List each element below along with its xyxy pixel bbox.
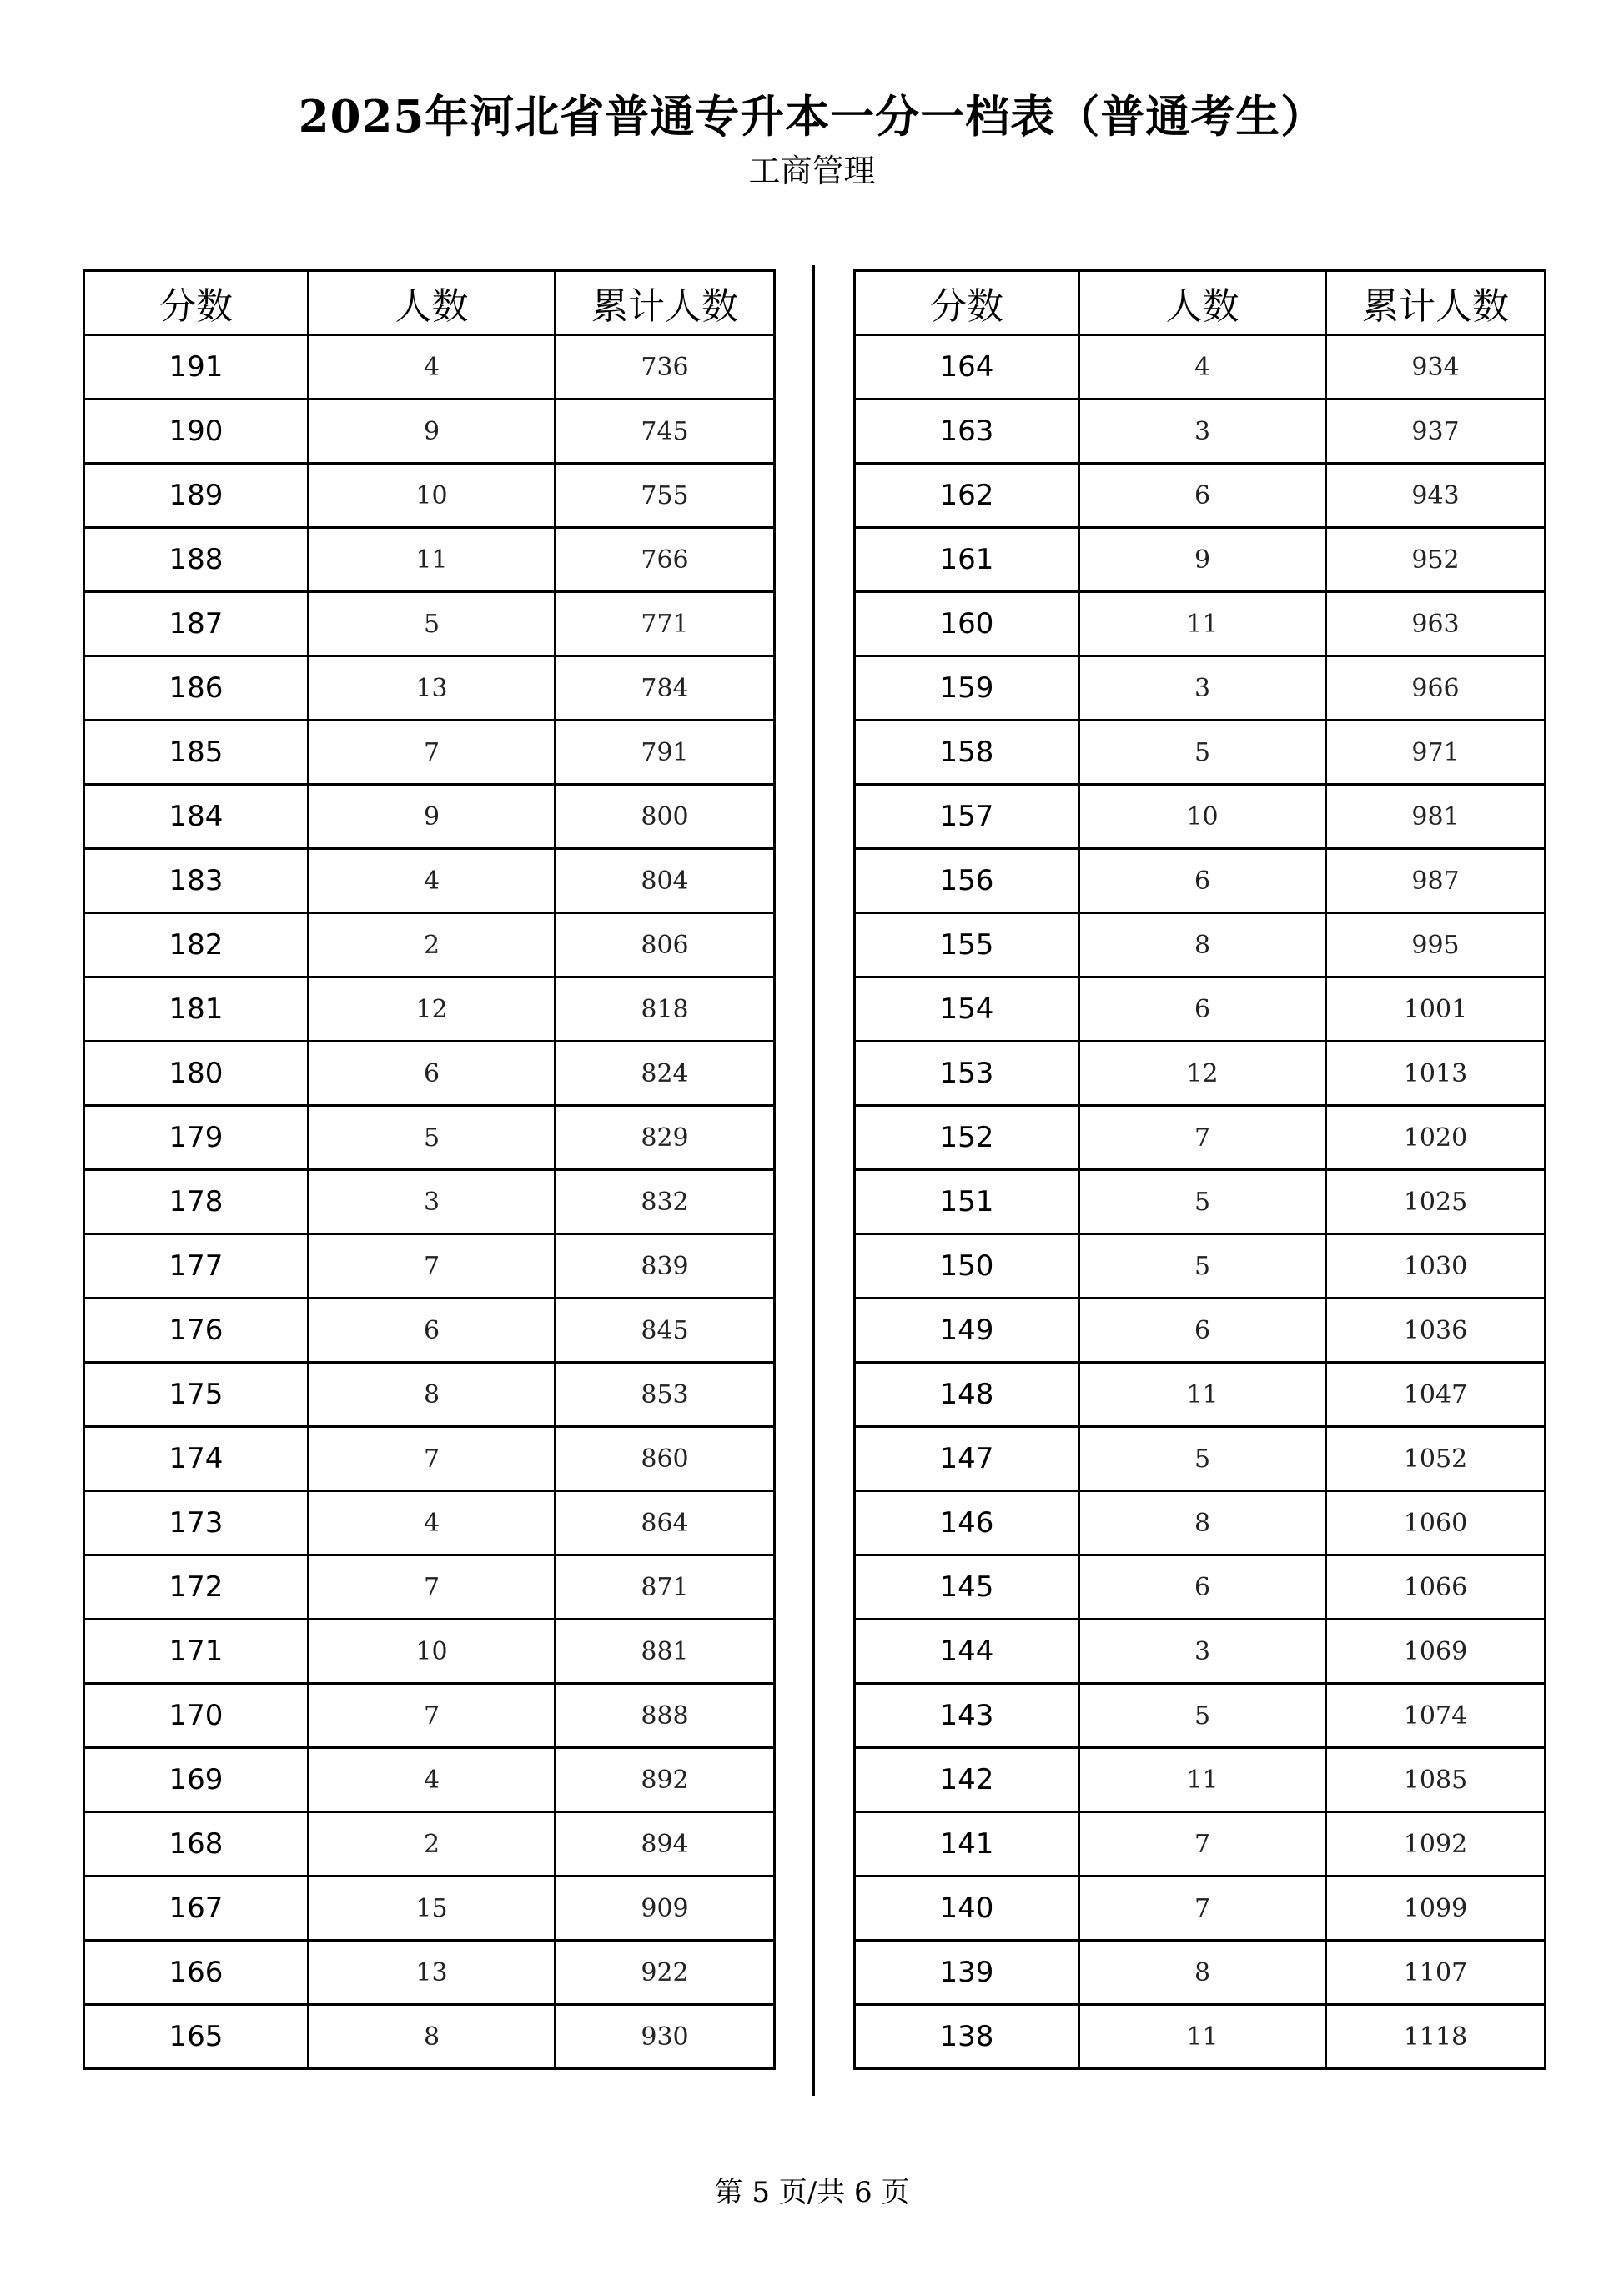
- table-row: [84, 2005, 775, 2069]
- table-row: [855, 464, 1546, 528]
- page-title: 2025年河北省普通专升本一分一档表（普通考生）: [298, 91, 1326, 143]
- cumulative-cell: 845: [556, 1299, 775, 1363]
- header-score: 分数: [84, 271, 309, 335]
- cumulative-cell: 963: [1326, 592, 1546, 656]
- cumulative-cell: 894: [556, 1812, 775, 1876]
- cumulative-cell: 800: [556, 785, 775, 849]
- cumulative-cell: 922: [556, 1941, 775, 2005]
- count-cell: 9: [309, 785, 556, 849]
- score-cell: 184: [84, 785, 309, 849]
- cumulative-cell: 1020: [1326, 1106, 1546, 1170]
- cumulative-cell: 766: [556, 528, 775, 592]
- count-cell: 8: [309, 1363, 556, 1427]
- header-cumulative: 累计人数: [556, 271, 775, 335]
- cumulative-cell: 829: [556, 1106, 775, 1170]
- cumulative-cell: 1036: [1326, 1299, 1546, 1363]
- score-cell: 185: [84, 721, 309, 785]
- table-header-row: [855, 271, 1546, 335]
- count-cell: 6: [1079, 1299, 1326, 1363]
- score-cell: 157: [855, 785, 1079, 849]
- cumulative-cell: 909: [556, 1876, 775, 1941]
- table-row: [84, 1234, 775, 1299]
- score-cell: 138: [855, 2005, 1079, 2069]
- score-cell: 164: [855, 335, 1079, 399]
- count-cell: 6: [1079, 849, 1326, 913]
- count-cell: 12: [309, 977, 556, 1042]
- count-cell: 7: [1079, 1812, 1326, 1876]
- score-cell: 155: [855, 913, 1079, 977]
- score-cell: 167: [84, 1876, 309, 1941]
- cumulative-cell: 806: [556, 913, 775, 977]
- count-cell: 6: [309, 1042, 556, 1106]
- table-row: [855, 1684, 1546, 1748]
- table-row: [855, 1491, 1546, 1555]
- cumulative-cell: 871: [556, 1555, 775, 1620]
- count-cell: 11: [1079, 2005, 1326, 2069]
- cumulative-cell: 952: [1326, 528, 1546, 592]
- count-cell: 7: [309, 1234, 556, 1299]
- cumulative-cell: 971: [1326, 721, 1546, 785]
- score-cell: 176: [84, 1299, 309, 1363]
- cumulative-cell: 1099: [1326, 1876, 1546, 1941]
- table-row: [855, 1555, 1546, 1620]
- cumulative-cell: 755: [556, 464, 775, 528]
- count-cell: 5: [309, 592, 556, 656]
- table-row: [84, 1748, 775, 1812]
- cumulative-cell: 1085: [1326, 1748, 1546, 1812]
- score-cell: 183: [84, 849, 309, 913]
- table-row: [84, 1299, 775, 1363]
- score-cell: 177: [84, 1234, 309, 1299]
- count-cell: 8: [1079, 1491, 1326, 1555]
- count-cell: 13: [309, 656, 556, 721]
- cumulative-cell: 981: [1326, 785, 1546, 849]
- count-cell: 4: [309, 335, 556, 399]
- count-cell: 15: [309, 1876, 556, 1941]
- table-row: [84, 1812, 775, 1876]
- table-row: [84, 1106, 775, 1170]
- cumulative-cell: 832: [556, 1170, 775, 1234]
- count-cell: 13: [309, 1941, 556, 2005]
- score-cell: 178: [84, 1170, 309, 1234]
- header-count: 人数: [309, 271, 556, 335]
- score-cell: 145: [855, 1555, 1079, 1620]
- cumulative-cell: 881: [556, 1620, 775, 1684]
- count-cell: 6: [1079, 1555, 1326, 1620]
- cumulative-cell: 966: [1326, 656, 1546, 721]
- table-row: [84, 1941, 775, 2005]
- table-header-row: [84, 271, 775, 335]
- count-cell: 5: [309, 1106, 556, 1170]
- table-row: [855, 1106, 1546, 1170]
- table-row: [84, 1876, 775, 1941]
- table-row: [855, 1748, 1546, 1812]
- score-cell: 142: [855, 1748, 1079, 1812]
- score-cell: 147: [855, 1427, 1079, 1491]
- count-cell: 11: [1079, 1748, 1326, 1812]
- table-row: [855, 592, 1546, 656]
- score-cell: 151: [855, 1170, 1079, 1234]
- score-cell: 152: [855, 1106, 1079, 1170]
- cumulative-cell: 943: [1326, 464, 1546, 528]
- table-row: [855, 1299, 1546, 1363]
- cumulative-cell: 930: [556, 2005, 775, 2069]
- header-cumulative: 累计人数: [1326, 271, 1546, 335]
- score-cell: 190: [84, 399, 309, 464]
- table-row: [84, 1684, 775, 1748]
- table-row: [84, 1620, 775, 1684]
- score-cell: 162: [855, 464, 1079, 528]
- count-cell: 7: [309, 1555, 556, 1620]
- score-cell: 148: [855, 1363, 1079, 1427]
- score-cell: 182: [84, 913, 309, 977]
- cumulative-cell: 1060: [1326, 1491, 1546, 1555]
- table-row: [855, 1427, 1546, 1491]
- cumulative-cell: 1025: [1326, 1170, 1546, 1234]
- count-cell: 4: [309, 849, 556, 913]
- cumulative-cell: 1047: [1326, 1363, 1546, 1427]
- table-row: [84, 1427, 775, 1491]
- cumulative-cell: 937: [1326, 399, 1546, 464]
- cumulative-cell: 987: [1326, 849, 1546, 913]
- table-row: [855, 785, 1546, 849]
- page-footer: 第 5 页/共 6 页: [714, 2176, 910, 2209]
- cumulative-cell: 745: [556, 399, 775, 464]
- score-cell: 169: [84, 1748, 309, 1812]
- score-cell: 160: [855, 592, 1079, 656]
- cumulative-cell: 771: [556, 592, 775, 656]
- count-cell: 10: [309, 1620, 556, 1684]
- table-row: [855, 1170, 1546, 1234]
- header-score: 分数: [855, 271, 1079, 335]
- count-cell: 3: [1079, 399, 1326, 464]
- cumulative-cell: 1069: [1326, 1620, 1546, 1684]
- score-cell: 154: [855, 977, 1079, 1042]
- score-cell: 144: [855, 1620, 1079, 1684]
- table-row: [84, 913, 775, 977]
- count-cell: 7: [1079, 1106, 1326, 1170]
- count-cell: 6: [1079, 977, 1326, 1042]
- score-cell: 181: [84, 977, 309, 1042]
- count-cell: 8: [1079, 913, 1326, 977]
- score-cell: 150: [855, 1234, 1079, 1299]
- score-cell: 159: [855, 656, 1079, 721]
- count-cell: 3: [1079, 1620, 1326, 1684]
- table-body-left: [84, 335, 775, 2069]
- table-row: [84, 785, 775, 849]
- column-divider: [812, 265, 815, 2096]
- cumulative-cell: 1118: [1326, 2005, 1546, 2069]
- table-row: [84, 592, 775, 656]
- count-cell: 9: [1079, 528, 1326, 592]
- cumulative-cell: 1013: [1326, 1042, 1546, 1106]
- table-row: [855, 1876, 1546, 1941]
- cumulative-cell: 736: [556, 335, 775, 399]
- table-row: [855, 977, 1546, 1042]
- score-cell: 174: [84, 1427, 309, 1491]
- score-cell: 146: [855, 1491, 1079, 1555]
- score-cell: 139: [855, 1941, 1079, 2005]
- count-cell: 7: [309, 721, 556, 785]
- score-cell: 171: [84, 1620, 309, 1684]
- count-cell: 9: [309, 399, 556, 464]
- count-cell: 4: [309, 1491, 556, 1555]
- count-cell: 5: [1079, 1684, 1326, 1748]
- table-row: [84, 656, 775, 721]
- score-cell: 158: [855, 721, 1079, 785]
- table-row: [84, 1555, 775, 1620]
- table-body-right: [855, 335, 1546, 2069]
- page-subtitle: 工商管理: [748, 153, 876, 189]
- count-cell: 8: [309, 2005, 556, 2069]
- cumulative-cell: 804: [556, 849, 775, 913]
- table-row: [855, 335, 1546, 399]
- score-cell: 141: [855, 1812, 1079, 1876]
- score-cell: 179: [84, 1106, 309, 1170]
- table-row: [84, 849, 775, 913]
- score-cell: 188: [84, 528, 309, 592]
- table-row: [855, 1620, 1546, 1684]
- score-cell: 153: [855, 1042, 1079, 1106]
- cumulative-cell: 1107: [1326, 1941, 1546, 2005]
- table-row: [855, 1363, 1546, 1427]
- cumulative-cell: 1030: [1326, 1234, 1546, 1299]
- score-cell: 170: [84, 1684, 309, 1748]
- score-cell: 172: [84, 1555, 309, 1620]
- table-row: [855, 913, 1546, 977]
- table-row: [855, 528, 1546, 592]
- table-row: [855, 1234, 1546, 1299]
- cumulative-cell: 784: [556, 656, 775, 721]
- count-cell: 7: [1079, 1876, 1326, 1941]
- cumulative-cell: 1052: [1326, 1427, 1546, 1491]
- cumulative-cell: 853: [556, 1363, 775, 1427]
- score-cell: 191: [84, 335, 309, 399]
- count-cell: 3: [1079, 656, 1326, 721]
- table-row: [855, 1941, 1546, 2005]
- score-table-right: [853, 269, 1546, 2070]
- score-table-left: [83, 269, 776, 2070]
- count-cell: 11: [1079, 592, 1326, 656]
- table-row: [84, 528, 775, 592]
- cumulative-cell: 864: [556, 1491, 775, 1555]
- cumulative-cell: 791: [556, 721, 775, 785]
- table-row: [855, 399, 1546, 464]
- count-cell: 11: [309, 528, 556, 592]
- count-cell: 8: [1079, 1941, 1326, 2005]
- header-count: 人数: [1079, 271, 1326, 335]
- table-row: [855, 721, 1546, 785]
- table-row: [84, 721, 775, 785]
- count-cell: 5: [1079, 1170, 1326, 1234]
- cumulative-cell: 1074: [1326, 1684, 1546, 1748]
- count-cell: 2: [309, 1812, 556, 1876]
- count-cell: 7: [309, 1427, 556, 1491]
- count-cell: 2: [309, 913, 556, 977]
- count-cell: 10: [1079, 785, 1326, 849]
- count-cell: 5: [1079, 1427, 1326, 1491]
- count-cell: 7: [309, 1684, 556, 1748]
- score-cell: 175: [84, 1363, 309, 1427]
- cumulative-cell: 1066: [1326, 1555, 1546, 1620]
- table-row: [855, 849, 1546, 913]
- score-cell: 161: [855, 528, 1079, 592]
- count-cell: 12: [1079, 1042, 1326, 1106]
- table-row: [855, 2005, 1546, 2069]
- count-cell: 3: [309, 1170, 556, 1234]
- cumulative-cell: 818: [556, 977, 775, 1042]
- score-cell: 163: [855, 399, 1079, 464]
- score-cell: 166: [84, 1941, 309, 2005]
- score-cell: 149: [855, 1299, 1079, 1363]
- table-row: [855, 1812, 1546, 1876]
- count-cell: 4: [1079, 335, 1326, 399]
- table-row: [84, 977, 775, 1042]
- cumulative-cell: 860: [556, 1427, 775, 1491]
- table-row: [84, 464, 775, 528]
- count-cell: 6: [1079, 464, 1326, 528]
- table-row: [84, 399, 775, 464]
- cumulative-cell: 824: [556, 1042, 775, 1106]
- table-row: [84, 1363, 775, 1427]
- table-row: [84, 1491, 775, 1555]
- score-cell: 165: [84, 2005, 309, 2069]
- score-cell: 168: [84, 1812, 309, 1876]
- score-cell: 189: [84, 464, 309, 528]
- cumulative-cell: 1001: [1326, 977, 1546, 1042]
- table-row: [84, 335, 775, 399]
- score-cell: 187: [84, 592, 309, 656]
- score-cell: 180: [84, 1042, 309, 1106]
- cumulative-cell: 892: [556, 1748, 775, 1812]
- score-cell: 173: [84, 1491, 309, 1555]
- count-cell: 5: [1079, 721, 1326, 785]
- cumulative-cell: 888: [556, 1684, 775, 1748]
- cumulative-cell: 995: [1326, 913, 1546, 977]
- count-cell: 5: [1079, 1234, 1326, 1299]
- score-cell: 186: [84, 656, 309, 721]
- score-cell: 156: [855, 849, 1079, 913]
- count-cell: 4: [309, 1748, 556, 1812]
- count-cell: 10: [309, 464, 556, 528]
- table-row: [855, 1042, 1546, 1106]
- cumulative-cell: 839: [556, 1234, 775, 1299]
- score-cell: 140: [855, 1876, 1079, 1941]
- count-cell: 6: [309, 1299, 556, 1363]
- cumulative-cell: 1092: [1326, 1812, 1546, 1876]
- table-row: [84, 1170, 775, 1234]
- score-cell: 143: [855, 1684, 1079, 1748]
- cumulative-cell: 934: [1326, 335, 1546, 399]
- table-row: [84, 1042, 775, 1106]
- table-row: [855, 656, 1546, 721]
- count-cell: 11: [1079, 1363, 1326, 1427]
